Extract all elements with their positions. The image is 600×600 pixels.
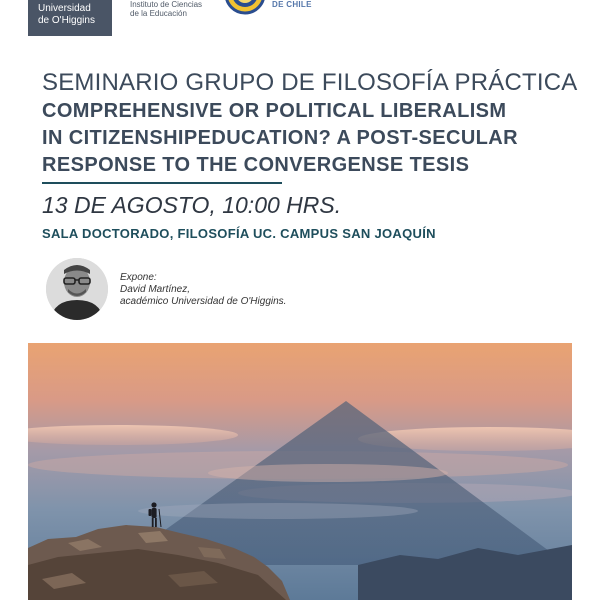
- talk-title-line-3: RESPONSE TO THE CONVERGENSE TESIS: [42, 154, 470, 176]
- title-divider: [42, 182, 282, 184]
- speaker-label: Expone:: [120, 272, 157, 283]
- speaker-name: David Martínez,: [120, 284, 191, 295]
- university-seal-icon: [222, 0, 268, 16]
- institute-logo-line-1: Instituto de Ciencias: [130, 0, 203, 9]
- talk-title: [42, 98, 582, 179]
- speaker-affiliation: académico Universidad de O'Higgins.: [120, 296, 287, 307]
- talk-title-line-1: COMPREHENSIVE OR POLITICAL LIBERALISM: [42, 100, 507, 122]
- universidad-ohiggins-logo: [28, 0, 112, 36]
- institute-logo-line-2: de la Educación: [130, 9, 187, 18]
- chile-logo-text: DE CHILE: [272, 0, 312, 9]
- event-date: 13 DE AGOSTO, 10:00 HRS.: [42, 192, 342, 218]
- seminar-series-title: SEMINARIO GRUPO DE FILOSOFÍA PRÁCTICA: [42, 69, 578, 96]
- speaker-info: [120, 272, 400, 308]
- talk-title-line-2: IN CITIZENSHIPEDUCATION? A POST-SECULAR: [42, 127, 518, 149]
- university-logo-line-2: de O'Higgins: [38, 15, 95, 26]
- mountain-shadow-photo: [28, 343, 572, 600]
- event-venue: SALA DOCTORADO, FILOSOFÍA UC. CAMPUS SAN JOAQUÍN: [42, 226, 436, 241]
- institute-logo: [130, 0, 220, 18]
- speaker-photo: [46, 258, 108, 320]
- university-logo-line-1: Universidad: [38, 3, 91, 14]
